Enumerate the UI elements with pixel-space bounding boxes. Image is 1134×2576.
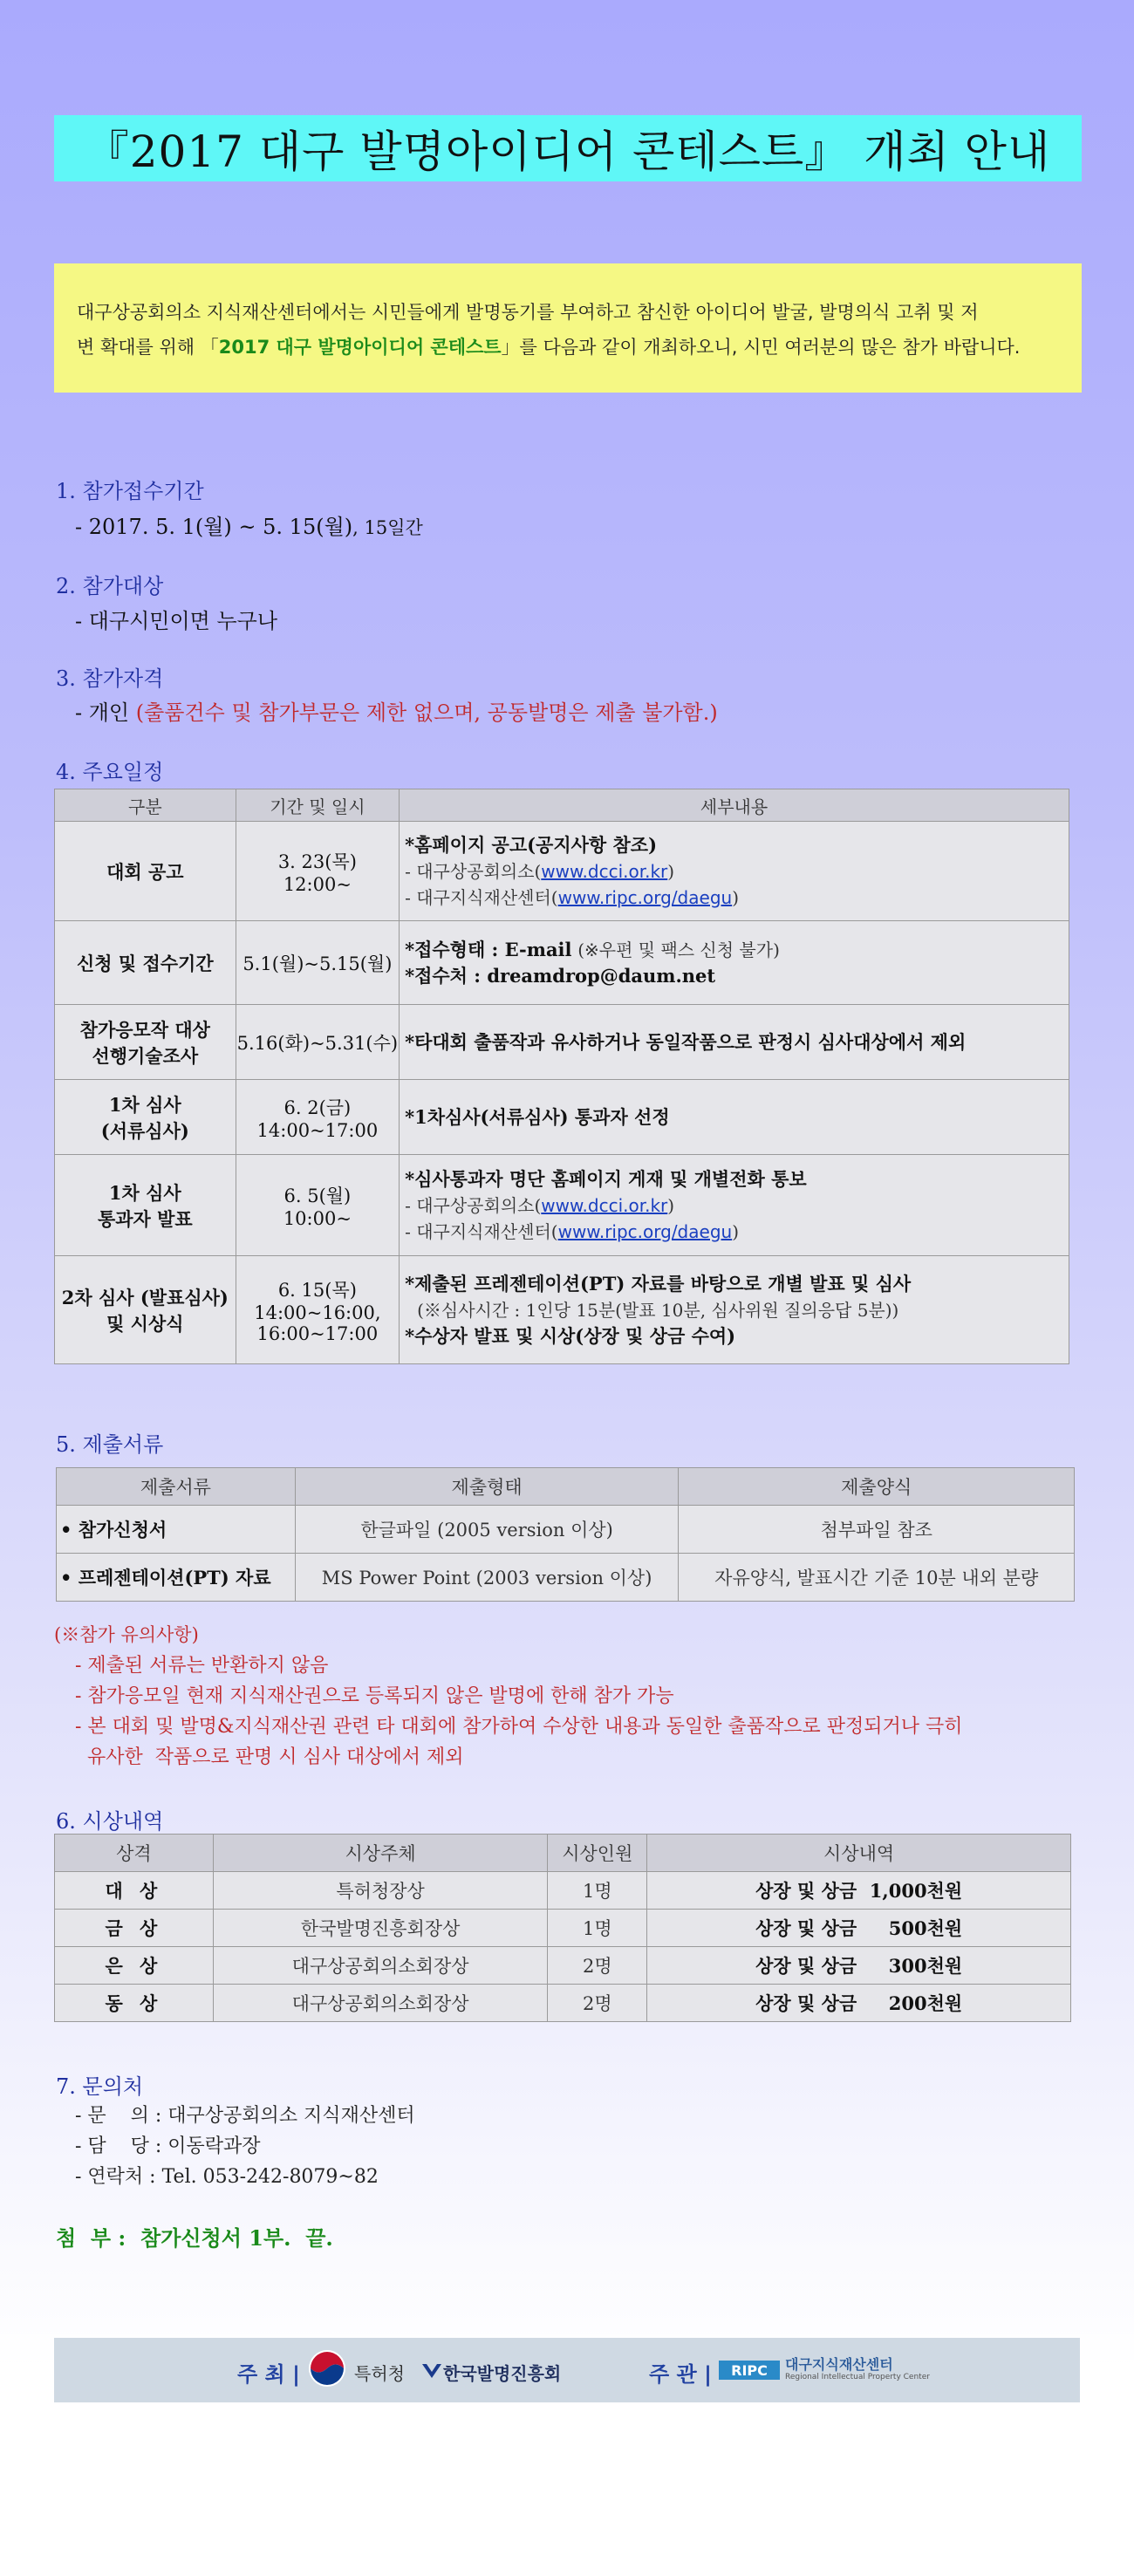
detail-text: - 대구상공회의소( xyxy=(405,1194,542,1216)
table-row xyxy=(55,1872,1071,1910)
section-title-target: 2. 참가대상 xyxy=(56,574,164,598)
schedule-detail xyxy=(400,1155,1069,1256)
section-title-period: 1. 참가접수기간 xyxy=(56,479,204,503)
section-title-schedule: 4. 주요일정 xyxy=(56,760,164,784)
footer-organizers xyxy=(54,2338,1080,2402)
host-label: 주 최 | xyxy=(237,2362,300,2387)
detail-text: *수상자 발표 및 시상(상장 및 상금 수여) xyxy=(405,1324,736,1347)
ripc-link[interactable]: www.ripc.org/daegu xyxy=(557,1220,733,1242)
date-text: 6. 5(월) xyxy=(284,1185,352,1206)
schedule-detail xyxy=(400,921,1069,1005)
award-prize: 상장 및 상금 300천원 xyxy=(647,1947,1071,1985)
detail-link-line xyxy=(405,858,1068,885)
schedule-date xyxy=(236,822,399,921)
contact-item: - 연락처 : Tel. 053-242-8079~82 xyxy=(75,2166,379,2188)
documents-table xyxy=(56,1467,1075,1602)
schedule-date: 5.16(화)~5.31(수) xyxy=(236,1005,399,1080)
notes-title: (※참가 유의사항) xyxy=(54,1624,199,1645)
award-prize: 상장 및 상금 200천원 xyxy=(647,1985,1071,2022)
schedule-detail: *타대회 출품작과 유사하거나 동일작품으로 판정시 심사대상에서 제외 xyxy=(400,1005,1069,1080)
table-row xyxy=(55,822,1069,921)
table-header-row xyxy=(57,1468,1075,1506)
document-name: • 참가신청서 xyxy=(57,1506,296,1554)
table-header: 상격 xyxy=(55,1835,214,1872)
time-text: 14:00~17:00 xyxy=(256,1119,379,1141)
award-prize: 상장 및 상금 500천원 xyxy=(647,1910,1071,1947)
table-row xyxy=(57,1506,1075,1554)
award-host: 대구상공회의소회장상 xyxy=(213,1947,548,1985)
table-header-row xyxy=(55,1835,1071,1872)
detail-text: *접수형태 : E-mail xyxy=(405,938,572,960)
intro-line-1: 대구상공회의소 지식재산센터에서는 시민들에게 발명동기를 부여하고 참신한 아이디어 발굴, 발명의식 고취 및 저 xyxy=(77,302,979,323)
schedule-item xyxy=(55,1005,236,1080)
contest-name-highlight: 2017 대구 발명아이디어 콘테스트 xyxy=(218,337,502,358)
schedule-table xyxy=(54,789,1069,1364)
detail-text: *홈페이지 공고(공지사항 참조) xyxy=(405,833,658,856)
award-host: 한국발명진흥회장상 xyxy=(213,1910,548,1947)
time-text: 16:00~17:00 xyxy=(256,1322,379,1344)
award-count: 1명 xyxy=(548,1872,647,1910)
kipo-name: 특허청 xyxy=(354,2363,405,2384)
section-title-contact: 7. 문의처 xyxy=(56,2074,144,2099)
intro-text: 변 확대를 위해 「 xyxy=(77,337,219,358)
detail-text: ) xyxy=(667,1194,675,1216)
schedule-date xyxy=(236,1080,399,1155)
period-line xyxy=(75,509,423,540)
awards-table xyxy=(54,1834,1071,2022)
item-text: 참가응모작 대상 xyxy=(79,1018,210,1041)
schedule-item xyxy=(55,1080,236,1155)
item-text: 통과자 발표 xyxy=(97,1207,193,1230)
schedule-item: 신청 및 접수기간 xyxy=(55,921,236,1005)
detail-text: - 대구상공회의소( xyxy=(405,860,542,882)
award-count: 1명 xyxy=(548,1910,647,1947)
date-text: 6. 2(금) xyxy=(284,1097,352,1118)
schedule-item xyxy=(55,1256,236,1364)
item-text: 2차 심사 (발표심사) xyxy=(61,1286,229,1308)
schedule-date: 5.1(월)~5.15(월) xyxy=(236,921,399,1005)
detail-link-line xyxy=(405,1192,1068,1219)
ripc-logo-icon xyxy=(719,2359,780,2381)
table-header: 시상내역 xyxy=(647,1835,1071,1872)
award-host: 대구상공회의소회장상 xyxy=(213,1985,548,2022)
note-item: - 참가응모일 현재 지식재산권으로 등록되지 않은 발명에 한해 참가 가능 xyxy=(75,1685,674,1707)
intro-text: 」를 다음과 같이 개최하오니, 시민 여러분의 많은 참가 바랍니다. xyxy=(501,337,1021,358)
date-text: 6. 15(목) xyxy=(277,1279,357,1301)
qualification-note: (출품건수 및 참가부문은 제한 없으며, 공동발명은 제출 불가함.) xyxy=(135,700,718,725)
section-title-awards: 6. 시상내역 xyxy=(56,1809,164,1834)
contact-item: - 문 의 : 대구상공회의소 지식재산센터 xyxy=(75,2105,415,2127)
note-item: - 본 대회 및 발명&지식재산권 관련 타 대회에 참가하여 수상한 내용과 동일한 출품작으로 판정되거나 극히 xyxy=(75,1716,963,1738)
section-title-documents: 5. 제출서류 xyxy=(56,1432,164,1457)
time-text: 14:00~16:00, xyxy=(254,1302,381,1323)
document-form: 첨부파일 참조 xyxy=(679,1506,1075,1554)
item-text: 선행기술조사 xyxy=(92,1044,199,1067)
document-name: • 프레젠테이션(PT) 자료 xyxy=(57,1554,296,1602)
document-format: 한글파일 (2005 version 이상) xyxy=(295,1506,679,1554)
document-form: 자유양식, 발표시간 기준 10분 내외 분량 xyxy=(679,1554,1075,1602)
schedule-item xyxy=(55,1155,236,1256)
detail-text: *심사통과자 명단 홈페이지 게재 및 개별전화 통보 xyxy=(405,1167,807,1190)
ripc-name: 대구지식재산센터 xyxy=(785,2356,893,2373)
award-host: 특허청장상 xyxy=(213,1872,548,1910)
table-header: 세부내용 xyxy=(400,789,1069,822)
kipa-name: 한국발명진흥회 xyxy=(443,2363,562,2384)
item-text: 및 시상식 xyxy=(106,1312,184,1335)
period-value: - 2017. 5. 1(월) ~ 5. 15(월) xyxy=(75,515,353,539)
schedule-detail xyxy=(400,822,1069,921)
contact-item: - 담 당 : 이동락과장 xyxy=(75,2135,261,2157)
note-item: 유사한 작품으로 판명 시 심사 대상에서 제외 xyxy=(75,1746,464,1768)
date-text: 3. 23(목) xyxy=(277,851,357,872)
schedule-detail: *1차심사(서류심사) 통과자 선정 xyxy=(400,1080,1069,1155)
qualification-line xyxy=(75,695,718,726)
table-header: 기간 및 일시 xyxy=(236,789,399,822)
time-text: 10:00~ xyxy=(283,1207,352,1229)
award-prize: 상장 및 상금 1,000천원 xyxy=(647,1872,1071,1910)
table-header: 제출서류 xyxy=(57,1468,296,1506)
schedule-item: 대회 공고 xyxy=(55,822,236,921)
award-rank: 은 상 xyxy=(55,1947,214,1985)
detail-link-line xyxy=(405,1219,1068,1245)
table-header-row xyxy=(55,789,1069,822)
section-title-qualification: 3. 참가자격 xyxy=(56,666,164,691)
detail-text: ) xyxy=(732,1220,739,1242)
document-format: MS Power Point (2003 version 이상) xyxy=(295,1554,679,1602)
page-title: 『2017 대구 발명아이디어 콘테스트』 개최 안내 xyxy=(54,115,1082,181)
dcci-link[interactable]: www.dcci.or.kr xyxy=(541,1194,668,1216)
detail-text: - 대구지식재산센터( xyxy=(405,1220,558,1242)
detail-text: ) xyxy=(732,886,739,908)
award-rank: 동 상 xyxy=(55,1985,214,2022)
target-value: - 대구시민이면 누구나 xyxy=(75,609,278,633)
schedule-date xyxy=(236,1256,399,1364)
detail-link-line xyxy=(405,885,1068,911)
table-row xyxy=(57,1554,1075,1602)
dcci-link[interactable]: www.dcci.or.kr xyxy=(541,860,668,882)
table-row xyxy=(55,1005,1069,1080)
table-row xyxy=(55,1985,1071,2022)
kipa-logo-icon xyxy=(420,2361,443,2380)
table-header: 제출형태 xyxy=(295,1468,679,1506)
item-text: 1차 심사 xyxy=(108,1093,181,1116)
table-header: 구분 xyxy=(55,789,236,822)
table-header: 시상주체 xyxy=(213,1835,548,1872)
table-row xyxy=(55,921,1069,1005)
table-header: 시상인원 xyxy=(548,1835,647,1872)
ripc-name-en: Regional Intellectual Property Center xyxy=(785,2373,930,2381)
table-row xyxy=(55,1080,1069,1155)
note-item: - 제출된 서류는 반환하지 않음 xyxy=(75,1655,329,1677)
table-header: 제출양식 xyxy=(679,1468,1075,1506)
award-count: 2명 xyxy=(548,1985,647,2022)
organizer-label: 주 관 | xyxy=(649,2362,712,2387)
kipo-emblem-icon xyxy=(307,2348,347,2388)
detail-text: - 대구지식재산센터( xyxy=(405,886,558,908)
ripc-link[interactable]: www.ripc.org/daegu xyxy=(557,886,733,908)
ripc-logo-text: RIPC xyxy=(731,2362,768,2379)
table-row xyxy=(55,1947,1071,1985)
attachment-note: 첨 부 : 참가신청서 1부. 끝. xyxy=(56,2225,333,2251)
table-row xyxy=(55,1256,1069,1364)
table-row xyxy=(55,1155,1069,1256)
schedule-detail xyxy=(400,1256,1069,1364)
detail-line xyxy=(405,937,1068,963)
table-row xyxy=(55,1910,1071,1947)
time-text: 12:00~ xyxy=(283,873,352,895)
detail-text: ) xyxy=(667,860,675,882)
award-count: 2명 xyxy=(548,1947,647,1985)
intro-box xyxy=(54,263,1082,393)
period-note: , 15일간 xyxy=(352,517,423,538)
item-text: (서류심사) xyxy=(100,1119,189,1142)
item-text: 1차 심사 xyxy=(108,1181,181,1204)
schedule-date xyxy=(236,1155,399,1256)
award-rank: 금 상 xyxy=(55,1910,214,1947)
qualification-value: - 개인 xyxy=(75,700,130,725)
intro-line-2 xyxy=(77,330,1059,365)
detail-text: *제출된 프레젠테이션(PT) 자료를 바탕으로 개별 발표 및 심사 xyxy=(405,1272,912,1295)
detail-text: *접수처 : dreamdrop@daum.net xyxy=(405,964,716,987)
award-rank: 대 상 xyxy=(55,1872,214,1910)
detail-note: (※심사시간 : 1인당 15분(발표 10분, 심사위원 질의응답 5분)) xyxy=(417,1299,899,1321)
detail-note: (※우편 및 팩스 신청 불가) xyxy=(577,939,780,960)
